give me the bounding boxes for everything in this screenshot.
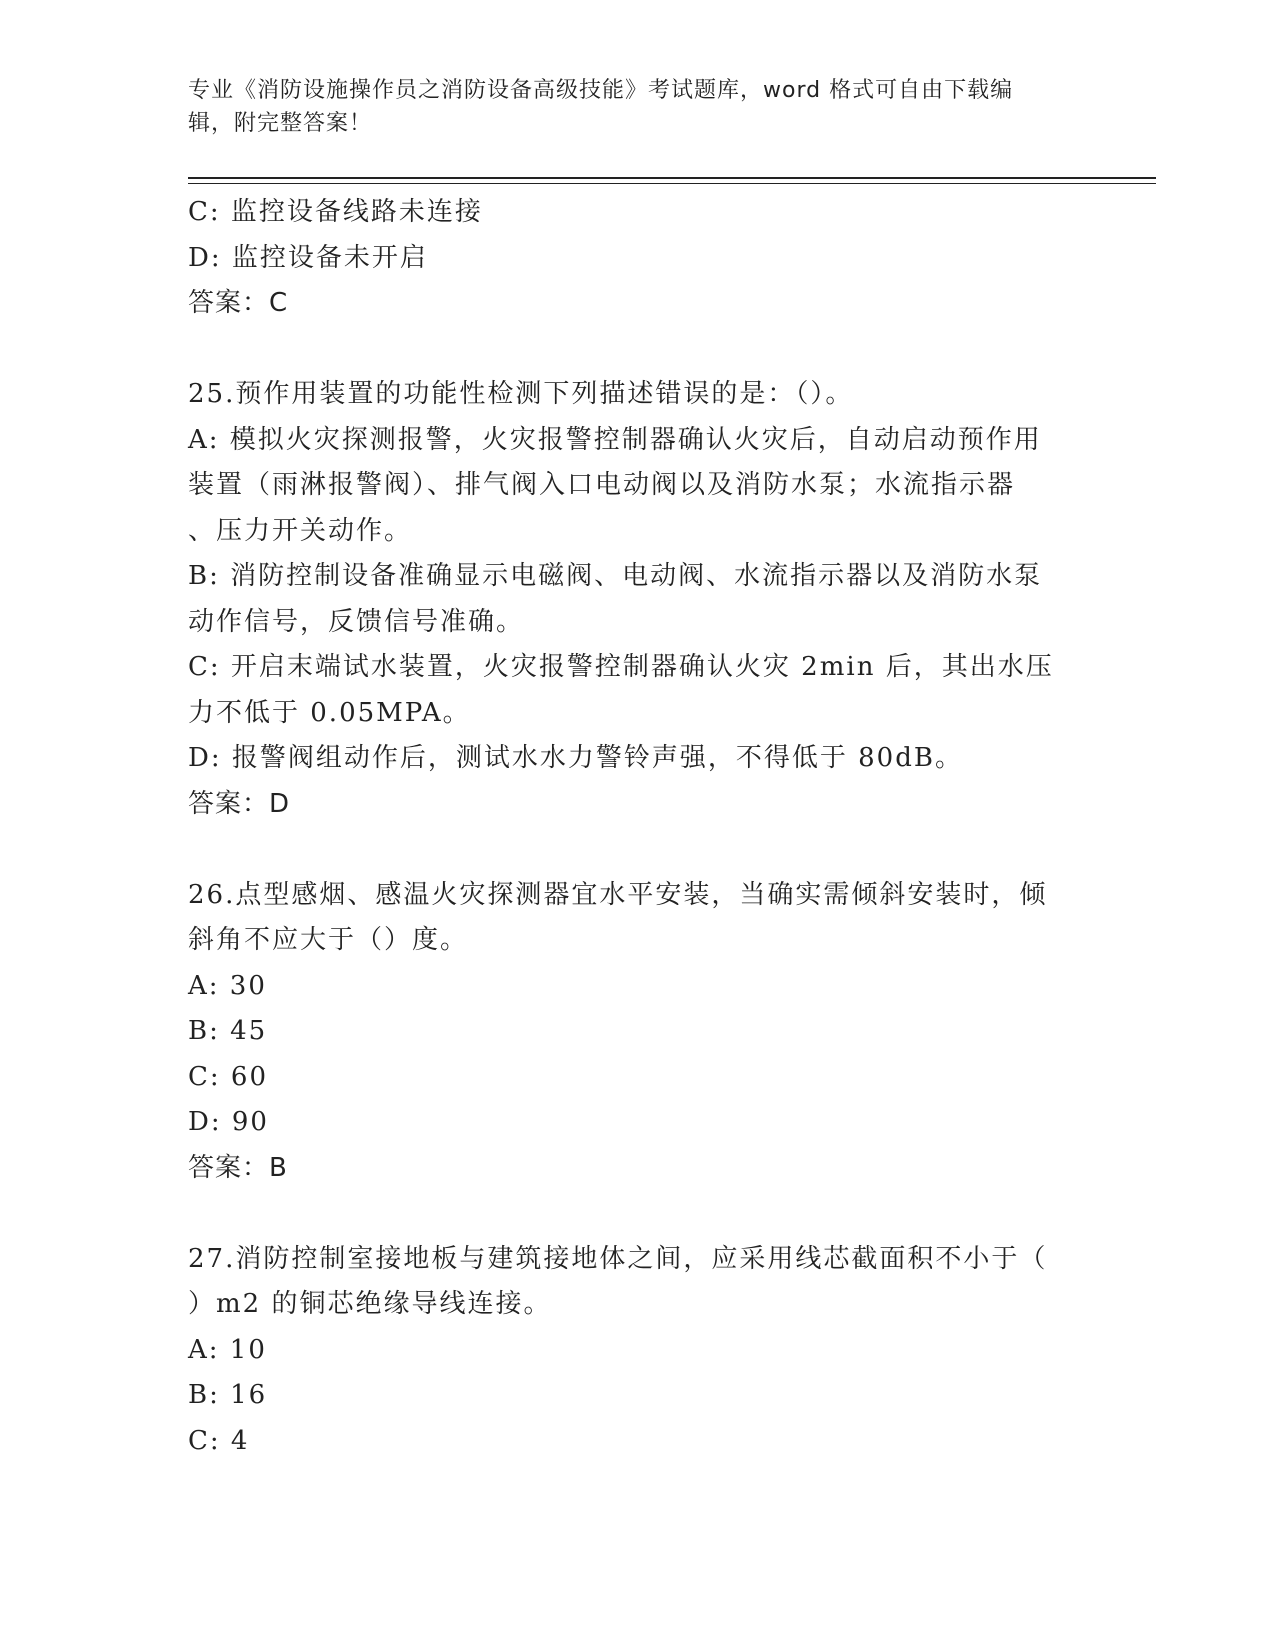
option-c-line-2: 力不低于 0.05MPA。 (188, 697, 471, 728)
question-24 (188, 190, 1078, 327)
option-a-line-1: A: 模拟火灾探测报警，火灾报警控制器确认火灾后，自动启动预作用 (188, 424, 1042, 455)
answer-line: 答案：B (188, 1152, 288, 1183)
option-d: D: 监控设备未开启 (188, 242, 428, 273)
option-c: C: 监控设备线路未连接 (188, 197, 483, 227)
document-header (188, 74, 1068, 140)
option-b: B: 16 (188, 1380, 268, 1410)
option-d: D: 报警阀组动作后，测试水水力警铃声强，不得低于 80dB。 (188, 743, 963, 773)
header-divider-thin (188, 183, 1156, 184)
question-stem: 25.预作用装置的功能性检测下列描述错误的是：（）。 (188, 379, 854, 409)
question-content (188, 190, 1078, 1464)
option-c: C: 60 (188, 1061, 269, 1092)
option-b-line-1: B: 消防控制设备准确显示电磁阀、电动阀、水流指示器以及消防水泵 (188, 561, 1043, 591)
question-stem-line-2: 斜角不应大于（）度。 (188, 925, 469, 955)
option-c: C: 4 (188, 1425, 250, 1456)
option-a-line-3: 、压力开关动作。 (188, 515, 413, 546)
option-a: A: 10 (188, 1334, 267, 1365)
question-stem-line-2: ）m2 的铜芯绝缘导线连接。 (188, 1289, 552, 1319)
option-c-line-1: C: 开启末端试水装置，火灾报警控制器确认火灾 2min 后，其出水压 (188, 652, 1054, 682)
question-27 (188, 1237, 1078, 1465)
option-b: B: 45 (188, 1016, 268, 1046)
option-b-line-2: 动作信号，反馈信号准确。 (188, 606, 525, 637)
option-a: A: 30 (188, 970, 267, 1001)
question-stem-line-1: 27.消防控制室接地板与建筑接地体之间，应采用线芯截面积不小于（ (188, 1243, 1048, 1274)
answer-line: 答案：D (188, 788, 291, 819)
option-d: D: 90 (188, 1107, 269, 1137)
option-a-line-2: 装置（雨淋报警阀）、排气阀入口电动阀以及消防水泵；水流指示器 (188, 470, 1016, 500)
header-line-1: 专业《消防设施操作员之消防设备高级技能》考试题库，word 格式可自由下载编 (188, 78, 1014, 103)
answer-line: 答案：C (188, 288, 289, 318)
header-divider-thick (188, 177, 1156, 179)
question-26 (188, 873, 1078, 1192)
question-25 (188, 372, 1078, 827)
header-line-2: 辑，附完整答案！ (188, 111, 373, 136)
question-stem-line-1: 26.点型感烟、感温火灾探测器宜水平安装，当确实需倾斜安装时，倾 (188, 879, 1048, 910)
